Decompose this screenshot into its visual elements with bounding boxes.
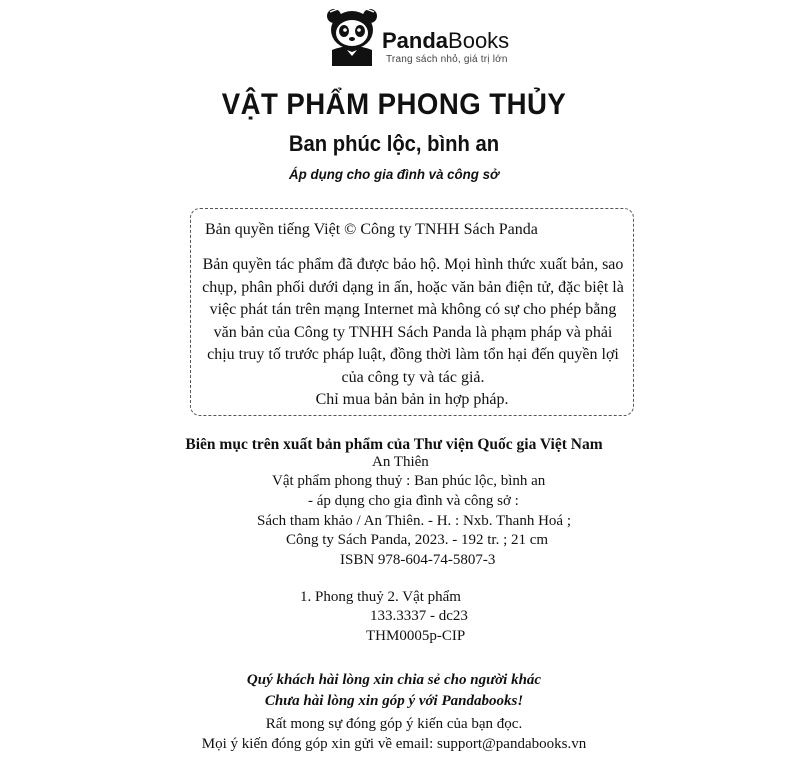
book-title: VẬT PHẨM PHONG THỦY xyxy=(221,88,567,121)
cip-classification: 133.3337 - dc23 xyxy=(370,608,468,624)
brand-name: PandaBooks xyxy=(382,28,510,53)
cip-line-4: Công ty Sách Panda, 2023. - 192 tr. ; 21 cm xyxy=(286,532,549,548)
feedback-email: Mọi ý kiến đóng góp xin gửi về email: support@pandabooks.vn xyxy=(201,736,587,752)
panda-mascot-icon xyxy=(326,6,378,66)
cip-author: An Thiên xyxy=(372,454,429,470)
cip-line-1: Vật phẩm phong thuỷ : Ban phúc lộc, bình an xyxy=(272,473,546,489)
cip-subjects: 1. Phong thuỷ 2. Vật phẩm xyxy=(300,589,461,605)
feedback-request: Rất mong sự đóng góp ý kiến của bạn đọc. xyxy=(265,716,523,732)
cip-line-2: - áp dụng cho gia đình và công sở : xyxy=(308,493,519,509)
thanks-line-1: Quý khách hài lòng xin chia sẻ cho người khác xyxy=(246,672,542,688)
buy-notice: Chỉ mua bản bản in hợp pháp. xyxy=(315,391,509,408)
cip-isbn: ISBN 978-604-74-5807-3 xyxy=(340,552,496,568)
book-subtitle: Ban phúc lộc, bình an xyxy=(288,131,500,156)
brand-tagline: Trang sách nhỏ, giá trị lớn xyxy=(386,54,508,65)
publisher-logo xyxy=(326,6,526,66)
thanks-line-2: Chưa hài lòng xin góp ý với Pandabooks! xyxy=(264,693,524,709)
cip-code: THM0005p-CIP xyxy=(366,628,466,644)
cip-heading: Biên mục trên xuất bản phẩm của Thư viện Quốc gia Việt Nam xyxy=(185,436,603,453)
copyright-body: Bản quyền tác phẩm đã được bảo hộ. Mọi hình thức xuất bản, sao chụp, phân phối dưới dạng in ấn, hoặc văn bản điện tử, đặc biệt là việc phát tán trên mạng Internet mà không có sự cho phép bằng văn bản của Công ty TNHH Sách Panda là phạm pháp và phải chịu truy tố trước pháp luật, đồng thời làm tổn hại đến quyền lợi của công ty và tác giả. xyxy=(202,256,624,386)
copyright-line: Bản quyền tiếng Việt © Công ty TNHH Sách Panda xyxy=(205,221,538,238)
book-note: Áp dụng cho gia đình và công sở xyxy=(289,166,499,182)
cip-line-3: Sách tham khảo / An Thiên. - H. : Nxb. Thanh Hoá ; xyxy=(257,513,571,529)
copyright-box xyxy=(190,208,634,416)
